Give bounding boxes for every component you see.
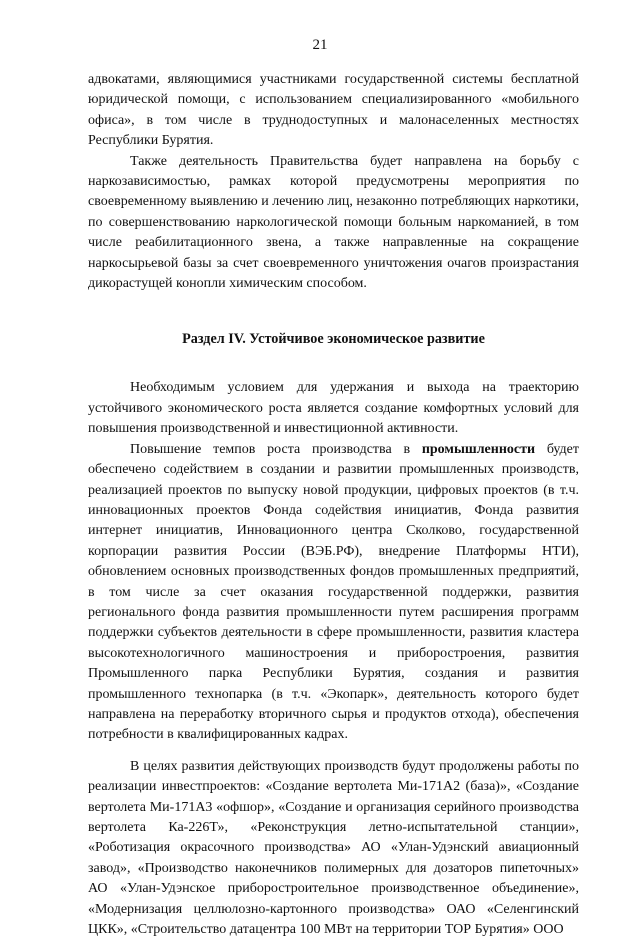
page-number: 21: [312, 37, 328, 53]
paragraph-investment-projects: В целях развития действующих производств будут продолжены работы по реализации инвестпроектов: «Создание вертолета Ми-171А2 (база)», «Создание вертолета Ми-171А3 «офшор», «Создание и организация серийного производства вертолета Ка-226Т», «Реконструкция летно-испытательной станции», «Роботизация окрасочного производства» АО «Улан-Удэнский авиационный завод», «Производство наконечников полимерных для дозаторов пипеточных» АО «Улан-Удэнское приборостроительное производственное объединение», «Модернизация целлюлозно-картонного производства» ОАО «Селенгинский ЦКК», «Строительство датацентра 100 МВт на территории ТОР Бурятия» ООО: [88, 758, 579, 938]
paragraph-legal-aid-continuation: адвокатами, являющимися участниками государственной системы бесплатной юридической помощи, с использованием специализированного «мобильного офиса», в том числе в труднодоступных и малонаселенных местностях Республики Бурятия.: [88, 72, 579, 149]
page-body: [88, 70, 579, 940]
industry-text-start: Повышение темпов роста производства в: [130, 441, 422, 457]
paragraph-drug-addiction: Также деятельность Правительства будет направлена на борьбу с наркозависимостью, рамках которой предусмотрены мероприятия по своевременному выявлению и лечению лиц, незаконно потребляющих наркотики, по совершенствованию наркологической помощи больным наркоманией, в том числе реабилитационного звена, а также направленные на сокращение наркосырьевой базы за счет своевременного уничтожения очагов произрастания дикорастущей конопли химическим способом.: [88, 153, 579, 292]
industry-text-rest: будет обеспечено содействием в создании и развитии промышленных производств, реализацией проектов по выпуску новой продукции, цифровых проектов (в т.ч. инновационных проектов Фонда содействия инициатив, Фонда развития интернет инициатив, Инновационного центра Сколково, государственной корпорации развития России (ВЭБ.РФ), внедрение Платформы НТИ), обновлением основных производственных фондов промышленных предприятий, в том числе за счет оказания государственной поддержки, развития регионального фонда развития промышленности путем расширения программ поддержки субъектов деятельности в сфере промышленности, развития кластера высокотехнологичного машиностроения и приборостроения, развития Промышленного парка Республики Бурятия, создания и развития промышленного технопарка (в т.ч. «Экопарк», деятельность которого будет направлена на переработку вторичного сырья и продуктов отхода), обеспечения потребности в квалифицированных кадрах.: [88, 441, 579, 743]
paragraph-growth-conditions: Необходимым условием для удержания и выхода на траекторию устойчивого экономического роста является создание комфортных условий для повышения производственной и инвестиционной активности.: [88, 380, 579, 437]
section-heading: Раздел IV. Устойчивое экономическое развитие: [182, 331, 485, 348]
paragraph-industry-growth: [88, 440, 579, 746]
industry-keyword: промышленности: [421, 441, 536, 457]
